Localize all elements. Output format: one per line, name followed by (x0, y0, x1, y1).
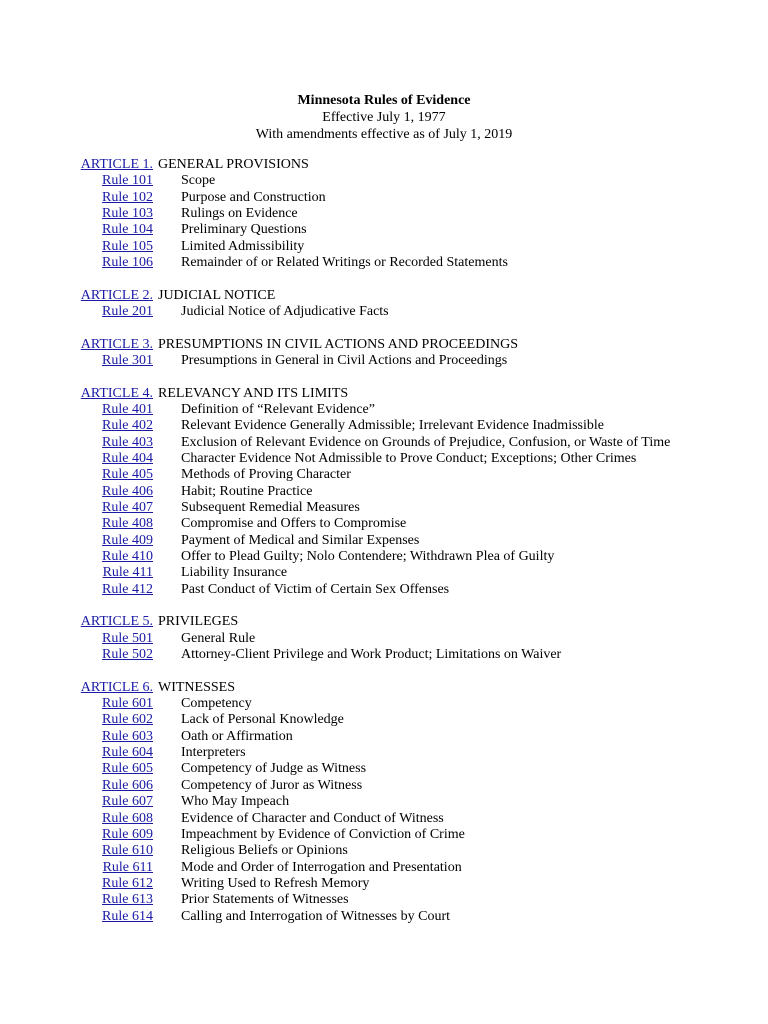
rule-link[interactable]: Rule 402 (102, 418, 153, 434)
rule-row (0, 745, 768, 761)
article-title: PRIVILEGES (158, 614, 239, 630)
rule-row (0, 892, 768, 908)
rule-title: Oath or Affirmation (181, 728, 293, 744)
article-section (0, 288, 768, 321)
rule-title: Writing Used to Refresh Memory (181, 875, 370, 891)
rule-row (0, 860, 768, 876)
rule-row (0, 549, 768, 565)
article-title: GENERAL PROVISIONS (158, 157, 309, 172)
article-link[interactable]: ARTICLE 6. (80, 679, 153, 695)
rule-row (0, 255, 768, 271)
article-heading (0, 157, 768, 173)
rule-link[interactable]: Rule 614 (102, 908, 153, 924)
rule-link[interactable]: Rule 613 (102, 892, 153, 908)
rule-title: Lack of Personal Knowledge (181, 712, 344, 728)
rule-row (0, 435, 768, 451)
rule-title: Evidence of Character and Conduct of Witness (181, 810, 444, 826)
rule-title: Limited Admissibility (181, 238, 305, 254)
rule-row (0, 582, 768, 598)
rule-row (0, 451, 768, 467)
rule-title: Compromise and Offers to Compromise (181, 516, 407, 532)
rule-title: Religious Beliefs or Opinions (181, 843, 348, 859)
article-heading (0, 680, 768, 696)
rule-link[interactable]: Rule 411 (102, 565, 153, 581)
document-header (0, 92, 768, 143)
rule-row (0, 173, 768, 189)
rule-title: Rulings on Evidence (181, 206, 298, 222)
rule-link[interactable]: Rule 104 (102, 222, 153, 238)
article-link[interactable]: ARTICLE 3. (80, 336, 153, 352)
rule-title: Prior Statements of Witnesses (181, 892, 349, 908)
rule-row (0, 631, 768, 647)
article-title: PRESUMPTIONS IN CIVIL ACTIONS AND PROCEEDINGS (158, 336, 519, 352)
rule-row (0, 909, 768, 925)
rule-title: Interpreters (181, 745, 246, 761)
rule-title: Habit; Routine Practice (181, 483, 313, 499)
rule-title: Exclusion of Relevant Evidence on Grounds of Prejudice, Confusion, or Waste of Time (181, 434, 671, 450)
rule-link[interactable]: Rule 601 (102, 696, 153, 712)
rule-link[interactable]: Rule 610 (102, 843, 153, 859)
rule-row (0, 843, 768, 859)
rule-title: Purpose and Construction (181, 189, 326, 205)
rule-row (0, 876, 768, 892)
table-of-contents (0, 157, 768, 941)
rule-title: General Rule (181, 630, 256, 646)
rule-link[interactable]: Rule 301 (102, 353, 153, 369)
rule-row (0, 827, 768, 843)
rule-title: Character Evidence Not Admissible to Prove Conduct; Exceptions; Other Crimes (181, 451, 637, 467)
rule-link[interactable]: Rule 409 (102, 532, 153, 548)
rule-row (0, 222, 768, 238)
article-title: WITNESSES (158, 679, 235, 695)
rule-title: Preliminary Questions (181, 222, 307, 238)
rule-row (0, 647, 768, 663)
rule-title: Relevant Evidence Generally Admissible; Irrelevant Evidence Inadmissible (181, 418, 604, 434)
rule-title: Definition of “Relevant Evidence” (181, 402, 375, 418)
rule-row (0, 712, 768, 728)
rule-row (0, 811, 768, 827)
rule-row (0, 761, 768, 777)
rule-link[interactable]: Rule 604 (102, 745, 153, 761)
rule-link[interactable]: Rule 607 (102, 794, 153, 810)
article-section (0, 337, 768, 370)
rule-link[interactable]: Rule 403 (102, 434, 153, 450)
rule-row (0, 402, 768, 418)
article-heading (0, 614, 768, 630)
rule-link[interactable]: Rule 201 (102, 304, 153, 320)
rule-link[interactable]: Rule 602 (102, 712, 153, 728)
rule-link[interactable]: Rule 101 (102, 173, 153, 189)
rule-link[interactable]: Rule 401 (102, 402, 153, 418)
rule-title: Scope (181, 173, 216, 189)
rule-link[interactable]: Rule 407 (102, 500, 153, 516)
rule-row (0, 565, 768, 581)
rule-title: Who May Impeach (181, 794, 290, 810)
rule-row (0, 729, 768, 745)
article-title: JUDICIAL NOTICE (158, 287, 276, 303)
rule-row (0, 353, 768, 369)
rule-link[interactable]: Rule 404 (102, 451, 153, 467)
rule-title: Remainder of or Related Writings or Recorded Statements (181, 255, 508, 271)
rule-link[interactable]: Rule 612 (102, 875, 153, 891)
rule-title: Payment of Medical and Similar Expenses (181, 532, 420, 548)
rule-title: Judicial Notice of Adjudicative Facts (181, 304, 389, 320)
rule-row (0, 484, 768, 500)
rule-title: Past Conduct of Victim of Certain Sex Offenses (181, 581, 450, 597)
rule-link[interactable]: Rule 406 (102, 483, 153, 499)
rule-row (0, 778, 768, 794)
rule-link[interactable]: Rule 606 (102, 777, 153, 793)
article-section (0, 157, 768, 271)
rule-title: Presumptions in General in Civil Actions and Proceedings (181, 353, 508, 369)
rule-title: Liability Insurance (181, 565, 288, 581)
article-section (0, 614, 768, 663)
article-heading (0, 337, 768, 353)
rule-title: Methods of Proving Character (181, 467, 351, 483)
rule-row (0, 794, 768, 810)
rule-row (0, 467, 768, 483)
article-title: RELEVANCY AND ITS LIMITS (158, 385, 349, 401)
rule-row (0, 304, 768, 320)
rule-title: Competency of Judge as Witness (181, 761, 367, 777)
article-link[interactable]: ARTICLE 4. (80, 385, 153, 401)
rule-link[interactable]: Rule 502 (102, 647, 153, 663)
rule-link[interactable]: Rule 405 (102, 467, 153, 483)
article-heading (0, 288, 768, 304)
rule-row (0, 206, 768, 222)
rule-row (0, 190, 768, 206)
rule-link[interactable]: Rule 103 (102, 206, 153, 222)
rule-link[interactable]: Rule 501 (102, 630, 153, 646)
rule-title: Attorney-Client Privilege and Work Product; Limitations on Waiver (181, 647, 562, 663)
rule-row (0, 418, 768, 434)
rule-link[interactable]: Rule 106 (102, 255, 153, 271)
rule-title: Competency of Juror as Witness (181, 777, 363, 793)
article-link[interactable]: ARTICLE 1. (80, 157, 153, 172)
effective-date: Effective July 1, 1977 (322, 110, 446, 125)
rule-link[interactable]: Rule 410 (102, 549, 153, 565)
rule-link[interactable]: Rule 609 (102, 826, 153, 842)
rule-link[interactable]: Rule 608 (102, 810, 153, 826)
article-section (0, 386, 768, 598)
rule-link[interactable]: Rule 603 (102, 728, 153, 744)
amendment-date: With amendments effective as of July 1, 2019 (255, 127, 513, 142)
rule-link[interactable]: Rule 605 (102, 761, 153, 777)
document-title: Minnesota Rules of Evidence (297, 93, 471, 108)
rule-row (0, 533, 768, 549)
rule-title: Competency (181, 696, 252, 712)
rule-row (0, 500, 768, 516)
rule-link[interactable]: Rule 611 (102, 859, 153, 875)
rule-row (0, 516, 768, 532)
rule-link[interactable]: Rule 102 (102, 189, 153, 205)
rule-link[interactable]: Rule 412 (102, 581, 153, 597)
rule-link[interactable]: Rule 408 (102, 516, 153, 532)
article-link[interactable]: ARTICLE 2. (80, 287, 153, 303)
rule-title: Mode and Order of Interrogation and Presentation (181, 859, 462, 875)
article-section (0, 680, 768, 925)
rule-row (0, 696, 768, 712)
rule-row (0, 239, 768, 255)
rule-title: Impeachment by Evidence of Conviction of Crime (181, 826, 465, 842)
article-heading (0, 386, 768, 402)
rule-title: Calling and Interrogation of Witnesses by Court (181, 908, 451, 924)
rule-link[interactable]: Rule 105 (102, 238, 153, 254)
rule-title: Subsequent Remedial Measures (181, 500, 360, 516)
rule-title: Offer to Plead Guilty; Nolo Contendere; Withdrawn Plea of Guilty (181, 549, 555, 565)
article-link[interactable]: ARTICLE 5. (80, 614, 153, 630)
